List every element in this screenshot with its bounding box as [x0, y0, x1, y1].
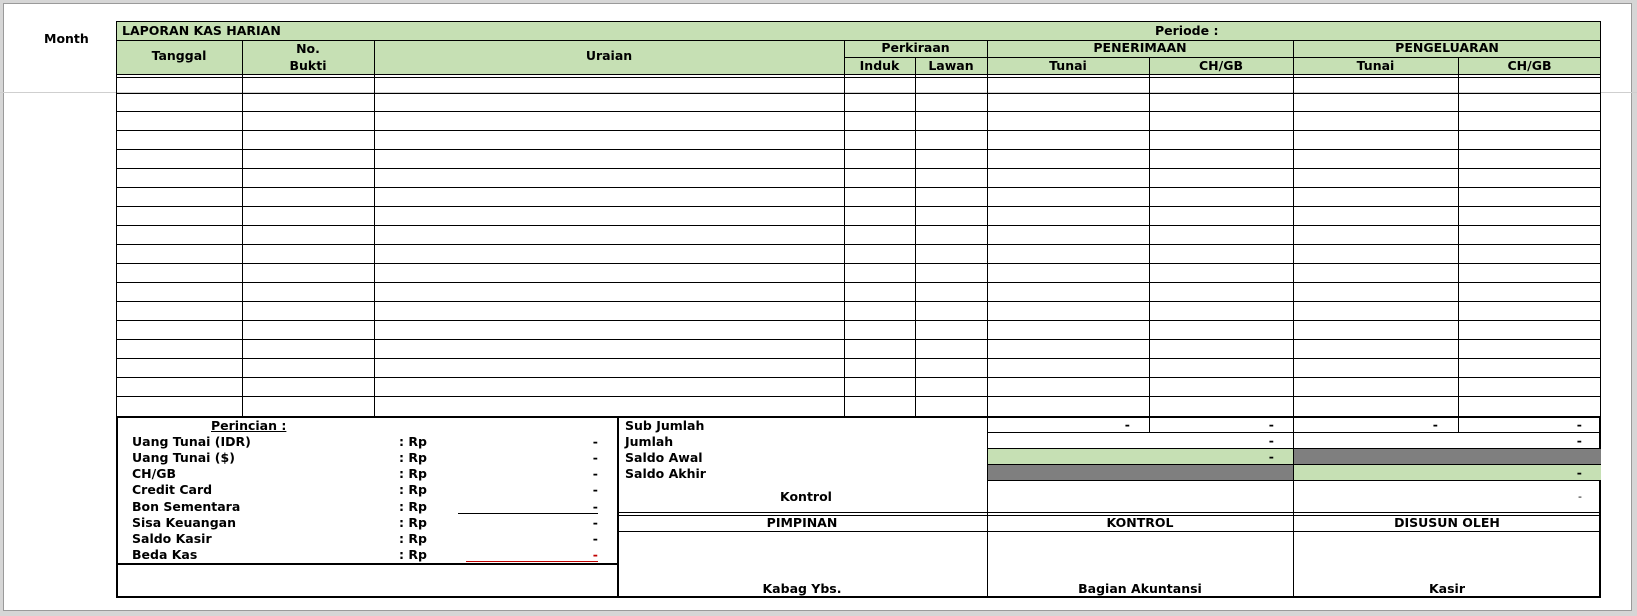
totals-line: [987, 448, 1601, 449]
rincian-label: Uang Tunai ($): [132, 450, 235, 465]
rincian-currency: : Rp: [399, 434, 427, 449]
report-title: LAPORAN KAS HARIAN: [122, 23, 281, 38]
totals-line: [987, 432, 1601, 433]
col-penerimaan: PENERIMAAN: [1093, 40, 1187, 55]
month-label: Month: [44, 31, 89, 46]
rincian-value: -: [592, 434, 598, 449]
col-perkiraan: Perkiraan: [881, 40, 950, 55]
rincian-label: Bon Sementara: [132, 499, 241, 514]
perincian-title: Perincian :: [211, 418, 287, 433]
header-double-line: [116, 77, 1601, 78]
totals-divider: [1458, 416, 1459, 432]
totals-line: [987, 480, 1601, 481]
footer-area: [116, 416, 1601, 598]
rincian-currency: : Rp: [399, 499, 427, 514]
totals-line: [987, 464, 1601, 465]
sub-jumlah-value: -: [1432, 417, 1438, 432]
jumlah-label: Jumlah: [625, 434, 674, 449]
col-pengeluaran-tunai: Tunai: [1356, 58, 1395, 73]
rincian-label: Credit Card: [132, 482, 213, 497]
signature-name-kontrol: Bagian Akuntansi: [1078, 581, 1202, 596]
sub-jumlah-value: -: [1576, 417, 1582, 432]
jumlah-value: -: [1268, 433, 1274, 448]
table-row: [116, 396, 1601, 397]
saldo-akhir-blocked-cell: [987, 465, 1293, 481]
col-induk: Induk: [859, 58, 900, 73]
saldo-akhir-value: -: [1576, 465, 1582, 480]
rincian-value: -: [592, 515, 598, 530]
rincian-value: -: [592, 499, 598, 514]
col-no: No.: [296, 41, 320, 56]
table-row: [116, 206, 1601, 207]
periode-label: Periode :: [1155, 23, 1219, 38]
beda-kas-value: -: [592, 547, 598, 562]
table-row: [116, 111, 1601, 112]
totals-divider: [987, 416, 988, 598]
col-pengeluaran: PENGELUARAN: [1395, 40, 1499, 55]
col-tanggal: Tanggal: [151, 48, 207, 63]
signature-top-line: [617, 512, 1601, 513]
table-row: [116, 225, 1601, 226]
table-row: [116, 263, 1601, 264]
rincian-currency: : Rp: [399, 450, 427, 465]
saldo-awal-blocked-cell: [1293, 449, 1601, 465]
table-row: [116, 282, 1601, 283]
table-row: [116, 301, 1601, 302]
rincian-currency: : Rp: [399, 547, 427, 562]
kontrol-label: Kontrol: [780, 489, 832, 504]
col-uraian: Uraian: [585, 48, 633, 63]
table-row: [116, 377, 1601, 378]
kontrol-value: -: [1578, 490, 1582, 503]
table-row: [116, 149, 1601, 150]
saldo-awal-value: -: [1268, 449, 1274, 464]
sub-jumlah-value: -: [1268, 417, 1274, 432]
rincian-label: CH/GB: [132, 466, 176, 481]
rincian-currency: : Rp: [399, 466, 427, 481]
table-row: [116, 339, 1601, 340]
sub-jumlah-value: -: [1124, 417, 1130, 432]
col-divider: [844, 40, 845, 418]
signature-name-kasir: Kasir: [1428, 581, 1465, 596]
rincian-label: Sisa Keuangan: [132, 515, 236, 530]
saldo-awal-label: Saldo Awal: [625, 450, 703, 465]
signature-name-pimpinan: Kabag Ybs.: [762, 581, 842, 596]
sum-underline: [458, 513, 598, 514]
table-row: [116, 187, 1601, 188]
table-row: [116, 130, 1601, 131]
rincian-value: -: [592, 450, 598, 465]
rincian-value: -: [592, 466, 598, 481]
signature-title-disusun: DISUSUN OLEH: [1394, 515, 1500, 530]
col-divider: [1293, 40, 1294, 418]
signature-title-pimpinan: PIMPINAN: [766, 515, 838, 530]
header-bottom-line: [116, 74, 1601, 75]
rincian-label: Saldo Kasir: [132, 531, 212, 546]
table-row: [116, 358, 1601, 359]
col-divider: [987, 40, 988, 418]
rincian-bottom-line: [116, 563, 618, 565]
rincian-currency: : Rp: [399, 531, 427, 546]
rincian-value: -: [592, 531, 598, 546]
col-bukti: Bukti: [289, 58, 327, 73]
saldo-akhir-label: Saldo Akhir: [625, 466, 706, 481]
rincian-currency: : Rp: [399, 515, 427, 530]
table-row: [116, 320, 1601, 321]
col-lawan: Lawan: [928, 58, 974, 73]
signature-title-kontrol: KONTROL: [1106, 515, 1174, 530]
table-row: [116, 168, 1601, 169]
rincian-currency: : Rp: [399, 482, 427, 497]
col-penerimaan-tunai: Tunai: [1049, 58, 1087, 73]
beda-kas-underline: [466, 561, 598, 562]
totals-divider: [1293, 416, 1294, 598]
table-row: [116, 93, 1601, 94]
col-divider: [242, 40, 243, 418]
col-penerimaan-chgb: CH/GB: [1199, 58, 1243, 73]
col-pengeluaran-chgb: CH/GB: [1507, 58, 1552, 73]
footer-divider: [617, 416, 619, 598]
jumlah-value: -: [1576, 433, 1582, 448]
sub-jumlah-label: Sub Jumlah: [625, 418, 705, 433]
col-divider: [374, 40, 375, 418]
rincian-value: -: [592, 482, 598, 497]
rincian-label: Beda Kas: [132, 547, 198, 562]
table-row: [116, 244, 1601, 245]
rincian-label: Uang Tunai (IDR): [132, 434, 251, 449]
signature-title-line: [617, 531, 1601, 532]
